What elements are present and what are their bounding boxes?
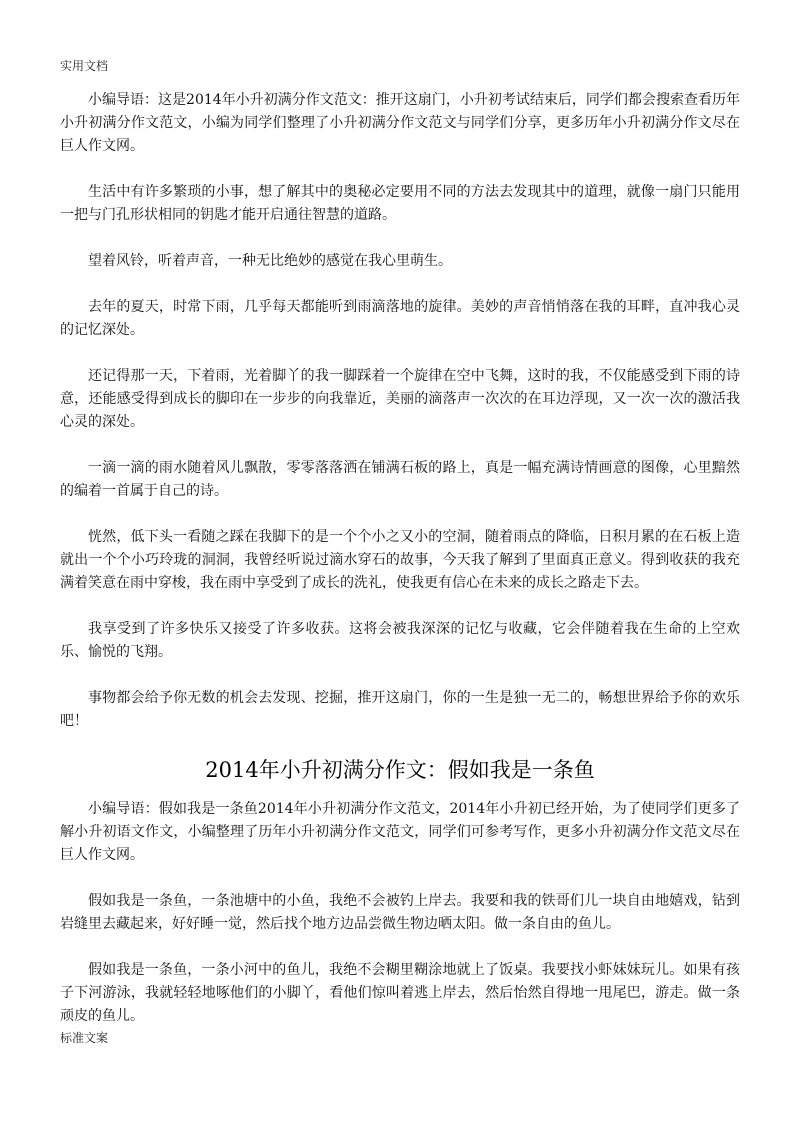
paragraph: 生活中有许多繁琐的小事，想了解其中的奥秘必定要用不同的方法去发现其中的道理，就像一扇门只能用一把与门孔形状相同的钥匙才能开启通往智慧的道路。: [60, 184, 740, 223]
page-header-label: 实用文档: [60, 59, 109, 73]
paragraph: 望着风铃，听着声音，一种无比绝妙的感觉在我心里萌生。: [88, 253, 452, 269]
page-footer-label: 标准文案: [60, 1031, 109, 1045]
article-1: [60, 89, 740, 733]
paragraph: 小编导语：假如我是一条鱼2014年小升初满分作文范文，2014年小升初已经开始，为了使同学们更多了解小升初语文作文，小编整理了历年小升初满分作文范文，同学们可参考写作，更多小升初满分作文范文尽在巨人作文网。: [60, 801, 740, 863]
document-body: [60, 89, 740, 1051]
paragraph: 恍然，低下头一看随之踩在我脚下的是一个个小之又小的空洞，随着雨点的降临，日积月累的在石板上造就出一个个小巧玲珑的洞洞，我曾经听说过滴水穿石的故事，今天我了解到了里面真正意义。得到收获的我充满着笑意在雨中穿梭，我在雨中享受到了成长的洗礼，使我更有信心在未来的成长之路走下去。: [60, 529, 740, 591]
paragraph: 事物都会给予你无数的机会去发现、挖掘，推开这扇门，你的一生是独一无二的，畅想世界给予你的欢乐吧！: [60, 690, 740, 729]
paragraph: 还记得那一天，下着雨，光着脚丫的我一脚踩着一个旋律在空中飞舞，这时的我，不仅能感受到下雨的诗意，还能感受得到成长的脚印在一步步的向我靠近，美丽的滴落声一次次的在耳边浮现，又一次一次的激活我心灵的深处。: [60, 368, 740, 430]
paragraph: 我享受到了许多快乐又接受了许多收获。这将会被我深深的记忆与收藏，它会伴随着我在生命的上空欢乐、愉悦的飞翔。: [60, 621, 740, 660]
paragraph: 假如我是一条鱼，一条池塘中的小鱼，我绝不会被钓上岸去。我要和我的铁哥们儿一块自由地嬉戏，钻到岩缝里去藏起来，好好睡一觉，然后找个地方边品尝微生物边晒太阳。做一条自由的鱼儿。: [60, 893, 740, 932]
article-title: 2014年小升初满分作文：假如我是一条鱼: [205, 758, 595, 782]
article-2: [60, 756, 740, 1028]
paragraph: 去年的夏天，时常下雨，几乎每天都能听到雨滴落地的旋律。美妙的声音悄悄落在我的耳畔，直冲我心灵的记忆深处。: [60, 299, 740, 338]
paragraph: 一滴一滴的雨水随着风儿飘散，零零落落洒在铺满石板的路上，真是一幅充满诗情画意的图像，心里黯然的编着一首属于自己的诗。: [60, 460, 740, 499]
paragraph: 假如我是一条鱼，一条小河中的鱼儿，我绝不会糊里糊涂地就上了饭桌。我要找小虾妹妹玩儿。如果有孩子下河游泳，我就轻轻地啄他们的小脚丫，看他们惊叫着逃上岸去，然后怡然自得地一甩尾巴，游走。做一条顽皮的鱼儿。: [60, 962, 740, 1024]
paragraph: 小编导语：这是2014年小升初满分作文范文：推开这扇门，小升初考试结束后，同学们都会搜索查看历年小升初满分作文范文，小编为同学们整理了小升初满分作文范文与同学们分享，更多历年小升初满分作文尽在巨人作文网。: [60, 92, 740, 154]
